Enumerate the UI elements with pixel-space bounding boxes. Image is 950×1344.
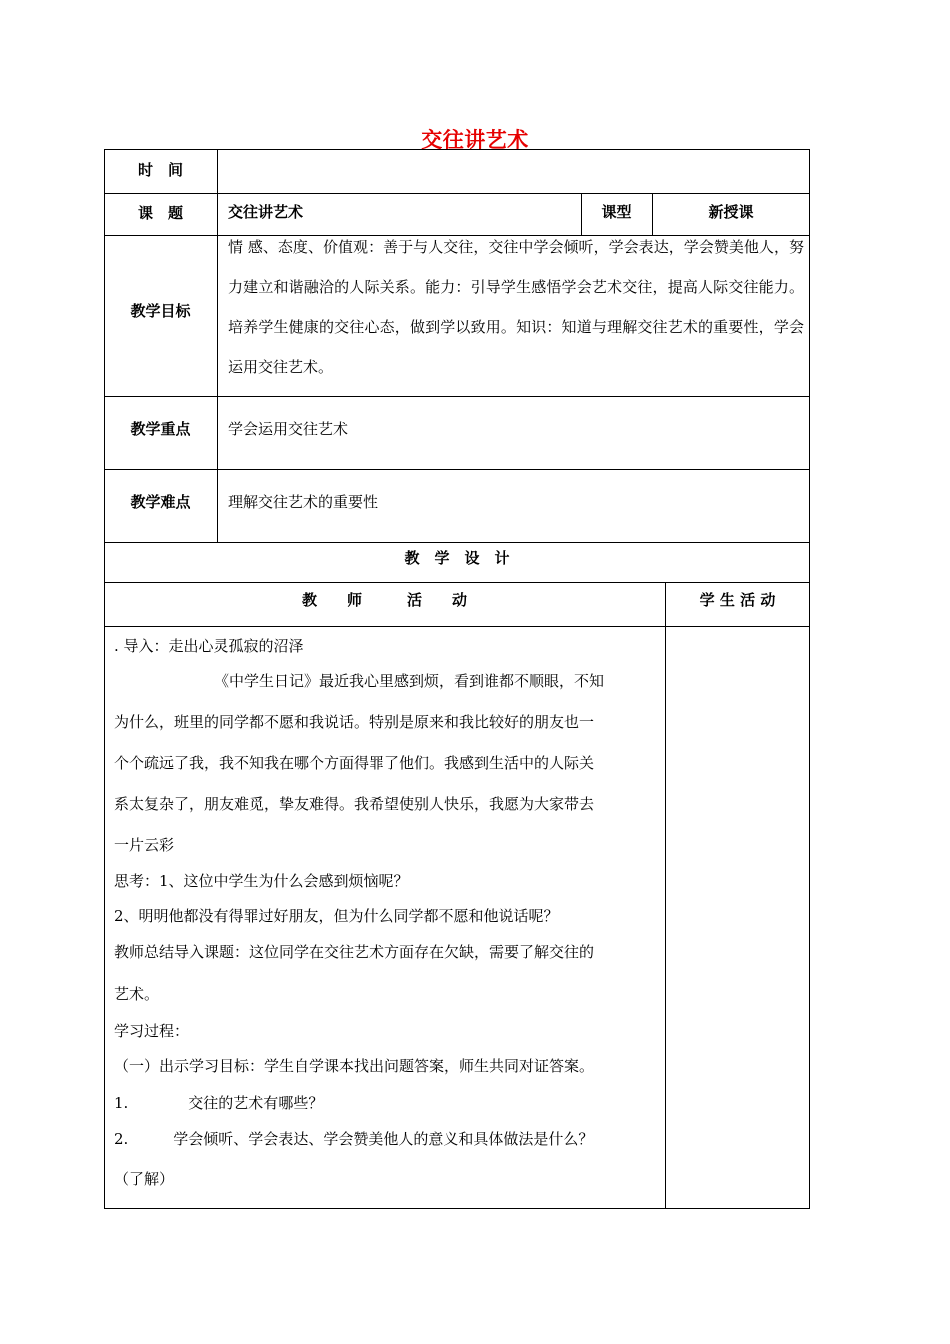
student-activity-heading: 学 生 活 动 [699, 591, 776, 609]
activity-line: 思考：1、这位中学生为什么会感到烦恼呢？ [114, 872, 409, 890]
activity-line: （一）出示学习目标：学生自学课本找出问题答案，师生共同对证答案。 [114, 1057, 595, 1075]
difficulty-label: 教学难点 [130, 493, 191, 511]
row-divider [104, 542, 810, 543]
row-divider [104, 582, 810, 583]
row-divider [104, 469, 810, 470]
activity-line: 教师总结导入课题：这位同学在交往艺术方面存在欠缺，需要了解交往的 [114, 943, 595, 961]
activity-line: 个个疏远了我，我不知我在哪个方面得罪了他们。我感到生活中的人际关 [114, 754, 595, 772]
focus-label: 教学重点 [130, 420, 191, 438]
lesson-type-label: 课型 [601, 203, 632, 221]
activity-line: 一片云彩 [114, 836, 175, 854]
activity-line: 2. 学会倾听、学会表达、学会赞美他人的意义和具体做法是什么？ [114, 1130, 594, 1148]
goal-label: 教学目标 [130, 302, 191, 320]
activity-line: （了解） [114, 1170, 175, 1188]
row-divider [104, 193, 810, 194]
focus-text: 学会运用交往艺术 [228, 420, 349, 438]
time-label: 时 间 [137, 161, 183, 179]
activity-line: 2、明明他都没有得罪过好朋友，但为什么同学都不愿和他说话呢？ [114, 907, 559, 925]
goal-text: 情 感、态度、价值观：善于与人交往，交往中学会倾听，学会表达，学会赞美他人，努力建立和谐融洽的人际关系。能力：引导学生感悟学会艺术交往，提高人际交往能力。培养学生健康的交往心态，做到学以致用。知识：知道与理解交往艺术的重要性，学会运用交往艺术。 [228, 238, 804, 376]
activity-line: 系太复杂了，朋友难觅，挚友难得。我希望使别人快乐，我愿为大家带去 [114, 795, 595, 813]
activity-line: 艺术。 [114, 985, 160, 1003]
activity-line: 学习过程： [114, 1022, 190, 1040]
lesson-plan-table [104, 149, 810, 1209]
design-heading: 教 学 设 计 [404, 549, 510, 567]
column-divider [217, 149, 218, 542]
difficulty-text: 理解交往艺术的重要性 [228, 493, 379, 511]
document-title: 交往讲艺术 [421, 128, 529, 152]
teacher-activity-heading: 教 师 活 动 [301, 591, 467, 609]
activity-line: 1. 交往的艺术有哪些？ [114, 1094, 324, 1112]
activity-line: . 导入：走出心灵孤寂的沼泽 [114, 637, 304, 655]
activity-line: 《中学生日记》最近我心里感到烦，看到谁都不顺眼，不知 [214, 672, 605, 690]
lesson-type-value: 新授课 [708, 203, 754, 221]
activity-line: 为什么，班里的同学都不愿和我说话。特别是原来和我比较好的朋友也一 [114, 713, 595, 731]
topic-label: 课 题 [137, 204, 183, 222]
row-divider [104, 396, 810, 397]
row-divider [104, 626, 810, 627]
topic-value: 交往讲艺术 [228, 203, 304, 221]
